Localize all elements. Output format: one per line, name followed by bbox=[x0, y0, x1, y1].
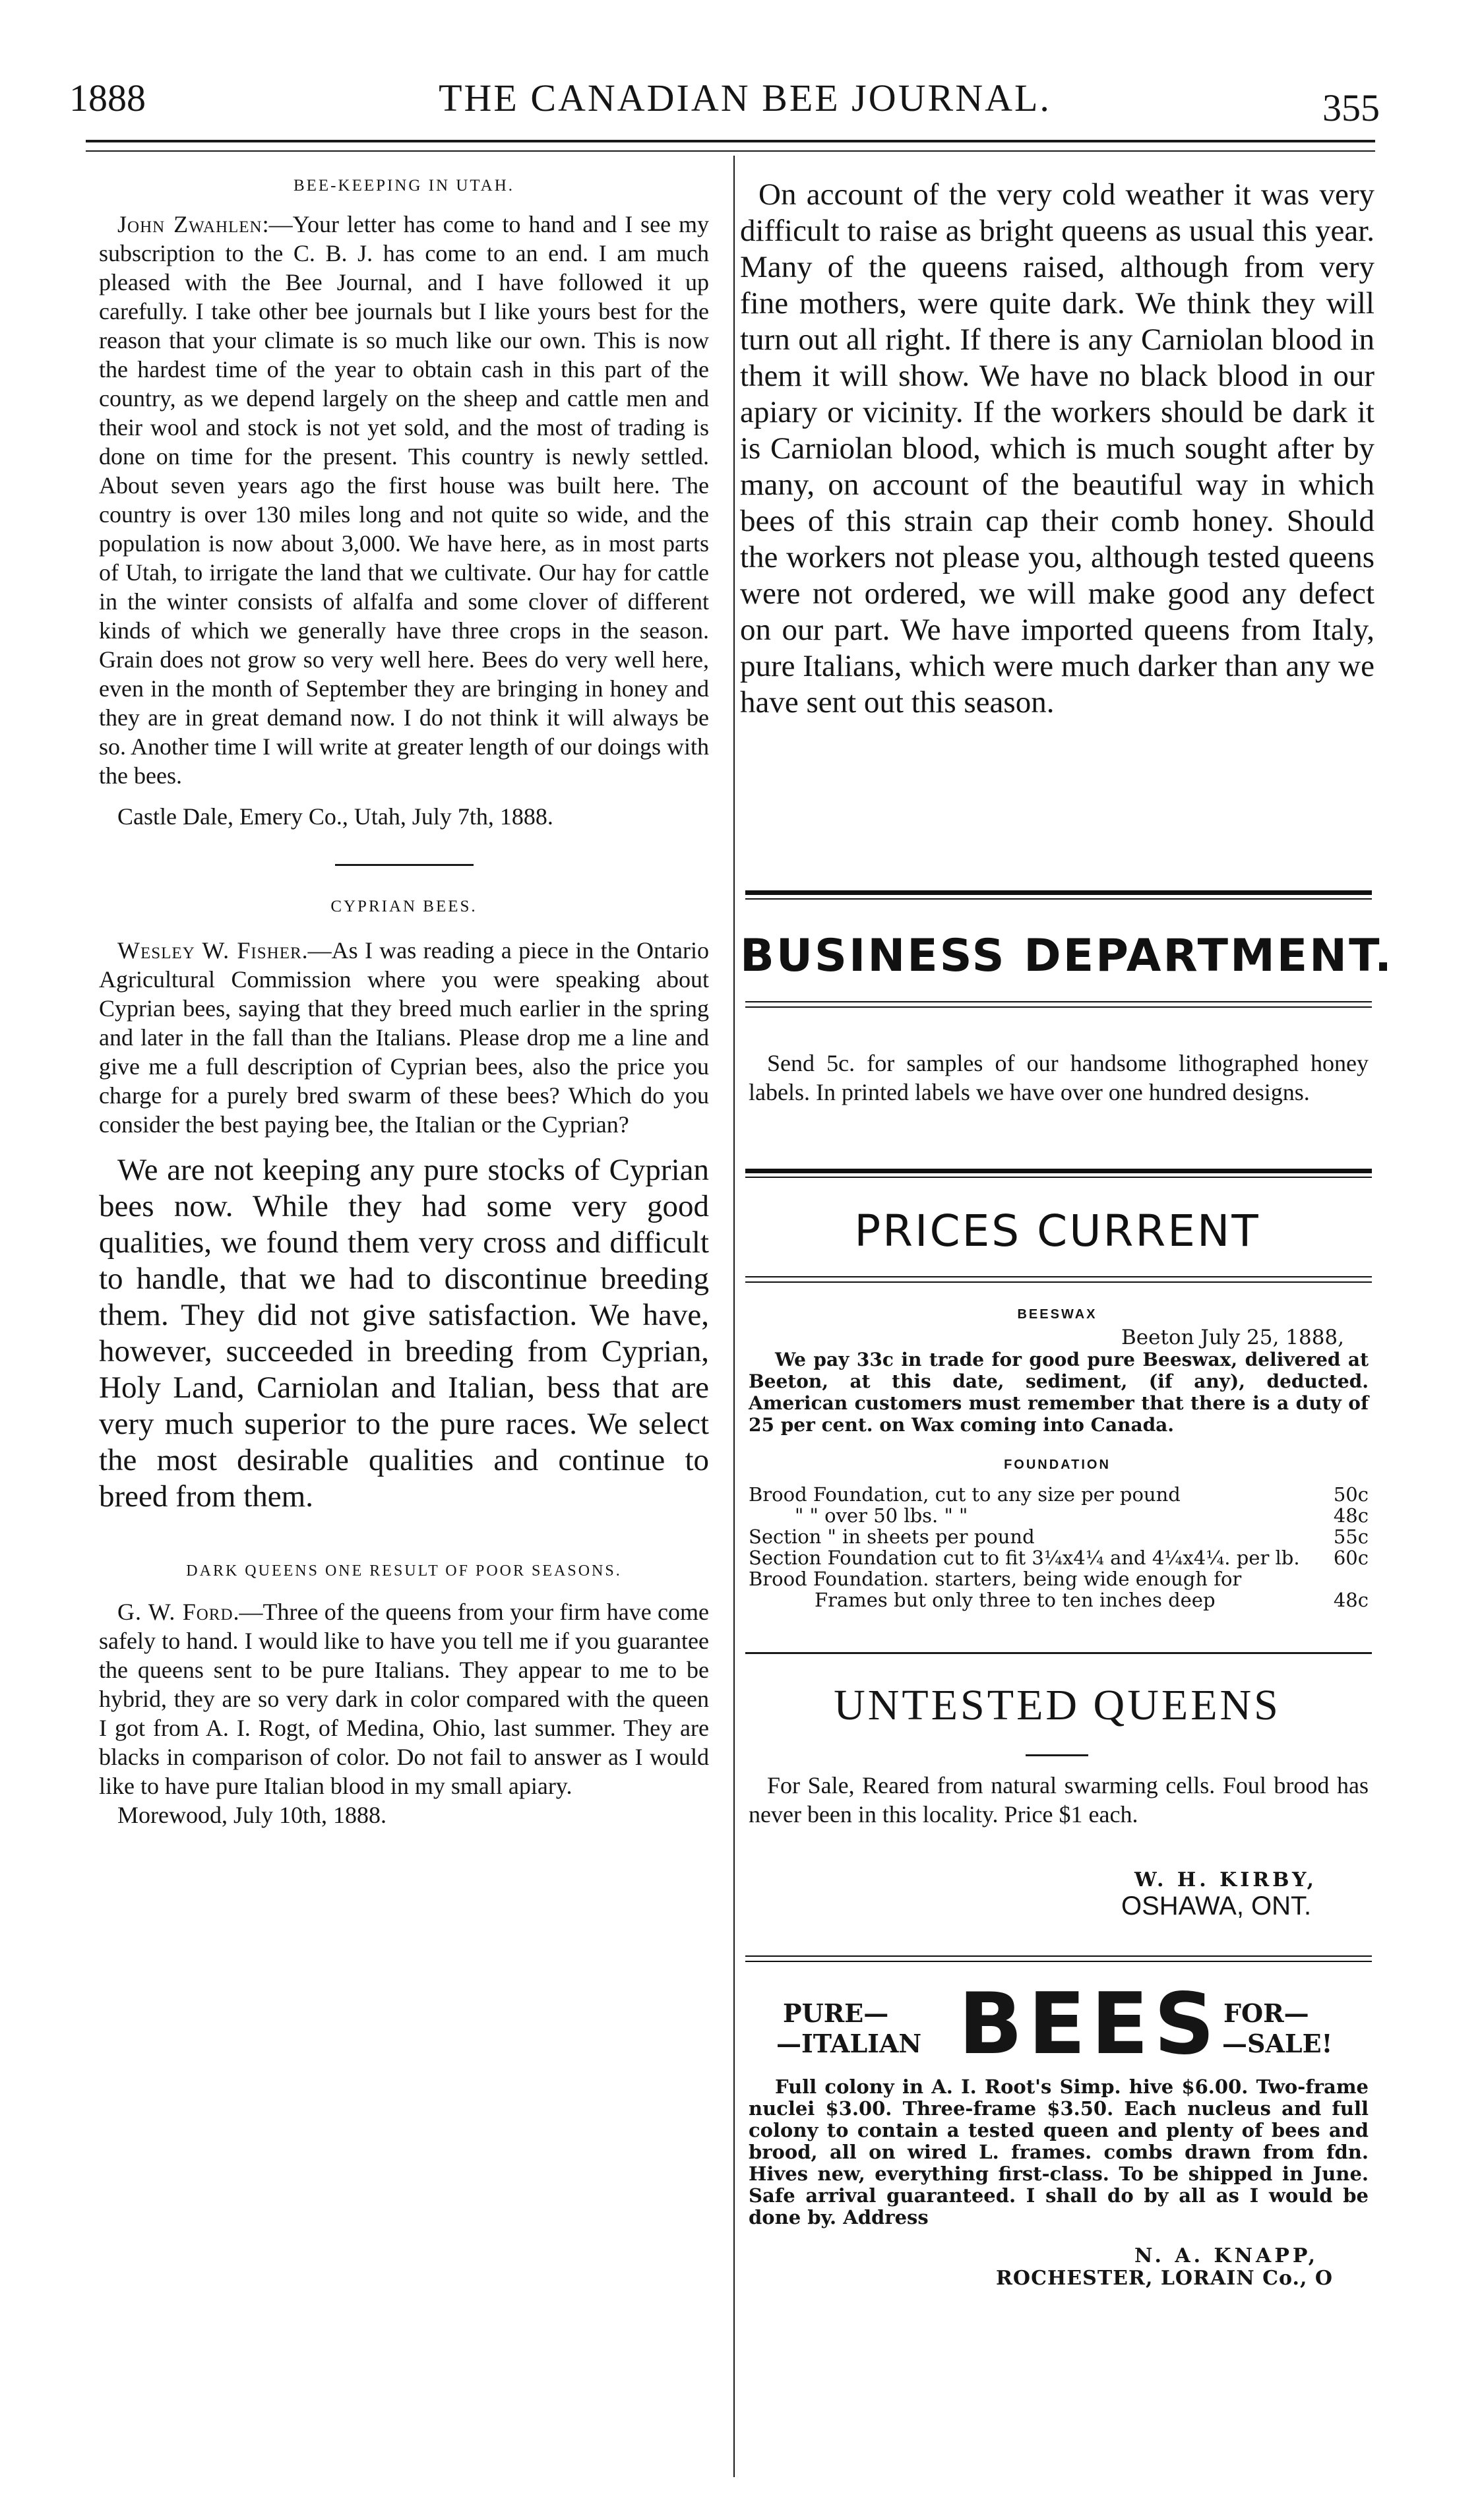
bees-ad-text: Full colony in A. I. Root's Simp. hive $6.00. Two-frame nuclei $3.00. Three-frame $3.50. Each nucleus and full colony to contain a tested queen and plenty of bees and brood, all on wired L. frames. combs drawn from fdn. Hives new, everything first-class. To be shipped in June. Safe arrival guaranteed. I shall do by all as I would be done by. Address bbox=[749, 2075, 1369, 2228]
price-item: Section Foundation cut to fit 3¼x4¼ and 4¼x4¼. per lb. bbox=[749, 1547, 1300, 1569]
double-rule bbox=[745, 1955, 1372, 1962]
beeswax-label: BEESWAX bbox=[1017, 1307, 1097, 1322]
queens-text: For Sale, Reared from natural swarming cells. Foul brood has never been in this locality. Price $1 each. bbox=[749, 1772, 1369, 1828]
article-dark-queens bbox=[99, 1597, 709, 1800]
article-utah-body: :—Your letter has come to hand and I see my subscription to the C. B. J. has come to an end. I am much pleased with the Bee Journal, and I have followed it up carefully. I take other bee journals but I like yours best for the reason that your climate is so much like our own. This is now the hardest time of the year to obtain cash in this part of the country, as we depend largely on the sheep and cattle men and their wool and stock is not yet sold, and the most of trading is done on time for the present. This country is newly settled. About seven years ago the first house was built here. The country is over 130 miles long and not quite so wide, and the population is now about 3,000. We have here, as in most parts of Utah, to irrigate the land that we cultivate. Our hay for cattle in the winter consists of alfalfa and some clover of different kinds of which we generally have three crops in the season. Grain does not grow so very well here. Bees do very well here, even in the month of September they are bringing in honey and they are in great demand now. I do not think it will always be so. Another time I will write at greater length of our doings with the bees. bbox=[99, 211, 709, 789]
double-rule bbox=[745, 1276, 1372, 1283]
article-utah bbox=[99, 210, 709, 790]
double-rule bbox=[745, 890, 1372, 900]
foundation-label: FOUNDATION bbox=[1004, 1458, 1111, 1472]
article-cyprian bbox=[99, 936, 709, 1139]
double-rule bbox=[745, 1169, 1372, 1178]
section-heading-utah: BEE-KEEPING IN UTAH. bbox=[293, 177, 515, 195]
bees-seller-name: N. A. KNAPP, bbox=[1134, 2244, 1319, 2267]
page-number: 355 bbox=[1322, 86, 1380, 129]
reply-cyprian bbox=[99, 1152, 709, 1515]
prices-heading: PRICES CURRENT bbox=[854, 1206, 1260, 1256]
reply-dark-queens: On account of the very cold weather it was very difficult to raise as bright queens as usual this year. Many of the queens raised, although from very fine mothers, were quite dark. We think they will turn out all right. If there is any Carniolan blood in them it will show. We have no black blood in our apiary or vicinity. If the workers should be dark it is Carniolan blood, which is much sought after by many, on account of the beautiful way in which bees of this strain cap their comb honey. Should the workers not please you, although tested queens were not ordered, we will make good any defect on our part. We have imported queens from Italy, pure Italians, which were much darker than any we have sent out this season. bbox=[740, 177, 1374, 720]
queens-seller-name: W. H. KIRBY, bbox=[1134, 1868, 1318, 1891]
left-column bbox=[99, 177, 709, 1829]
article-dark-body: .—Three of the queens from your firm have come safely to hand. I would like to have you tell me if you guarantee the queens sent to be pure Italians. They appear to me to be hybrid, they are so very dark in color compared with the queen I got from A. I. Rogt, of Medina, Ohio, last summer. They are blacks in comparison of color. Do not fail to answer as I would like to have pure Italian blood in my small apiary. bbox=[99, 1599, 709, 1799]
banner-pure: PURE— bbox=[783, 1998, 889, 2028]
section-heading-cyprian: CYPRIAN BEES. bbox=[330, 898, 478, 915]
prices-dateline: Beeton July 25, 1888, bbox=[1121, 1326, 1344, 1349]
queens-body bbox=[749, 1771, 1369, 1829]
reply-cyprian-text: We are not keeping any pure stocks of Cyprian bees now. While they had some very good qualities, we found them very cross and difficult to handle, that we had to discontinue breeding them. They did not give satisfaction. We have, however, succeeded in breeding from Cyprian, Holy Land, Carniolan and Italian, bess that are very much superior to the pure races. We select the most desirable qualities and continue to breed from them. bbox=[99, 1153, 709, 1514]
price-value: 55c bbox=[1333, 1525, 1369, 1548]
divider bbox=[335, 864, 474, 866]
bees-ad-banner bbox=[749, 1975, 1369, 2074]
header-year: 1888 bbox=[69, 77, 146, 119]
beeswax-text: We pay 33c in trade for good pure Beeswax, delivered at Beeton, at this date, sediment, (if any), deducted. American customers must remember that there is a duty of 25 per cent. on Wax coming into Canada. bbox=[749, 1349, 1369, 1436]
header-rule-bottom bbox=[86, 150, 1375, 152]
banner-italian: —ITALIAN bbox=[776, 2029, 922, 2058]
column-divider bbox=[733, 156, 735, 2477]
price-item: Brood Foundation, cut to any size per pound bbox=[749, 1483, 1181, 1506]
author-ford: G. W. Ford bbox=[117, 1599, 233, 1625]
divider bbox=[745, 1652, 1372, 1654]
queens-heading: UNTESTED QUEENS bbox=[834, 1681, 1281, 1729]
business-heading: BUSINESS DEPARTMENT. bbox=[740, 930, 1394, 982]
signoff-dark: Morewood, July 10th, 1888. bbox=[117, 1802, 386, 1828]
banner-bees: BEES bbox=[958, 1975, 1220, 2074]
section-heading-dark-queens: DARK QUEENS ONE RESULT OF POOR SEASONS. bbox=[186, 1562, 622, 1580]
banner-sale: —SALE! bbox=[1222, 2029, 1333, 2058]
price-value: 48c bbox=[1333, 1589, 1369, 1611]
right-column-reply bbox=[740, 177, 1374, 721]
price-row bbox=[749, 1526, 1369, 1547]
divider bbox=[1026, 1754, 1088, 1756]
price-item: " " over 50 lbs. " " bbox=[795, 1504, 968, 1527]
author-zwahlen: John Zwahlen bbox=[117, 211, 262, 237]
signoff-utah: Castle Dale, Emery Co., Utah, July 7th, 1888. bbox=[117, 803, 553, 830]
price-value: 48c bbox=[1333, 1504, 1369, 1527]
price-item: Section " in sheets per pound bbox=[749, 1525, 1035, 1548]
price-row bbox=[749, 1547, 1369, 1568]
author-fisher: Wesley W. Fisher bbox=[117, 937, 302, 964]
double-rule bbox=[745, 1001, 1372, 1008]
journal-title: THE CANADIAN BEE JOURNAL. bbox=[439, 77, 1051, 119]
business-body bbox=[749, 1049, 1369, 1107]
price-item: Brood Foundation. starters, being wide enough for bbox=[749, 1568, 1242, 1590]
banner-for: FOR— bbox=[1223, 1998, 1309, 2028]
bees-seller-place: ROCHESTER, LORAIN Co., O bbox=[996, 2267, 1333, 2290]
header-rule-top bbox=[86, 140, 1375, 142]
queens-seller-place: OSHAWA, ONT. bbox=[1121, 1891, 1312, 1921]
price-row bbox=[749, 1484, 1369, 1505]
business-text: Send 5c. for samples of our handsome lithographed honey labels. In printed labels we have over one hundred designs. bbox=[749, 1050, 1369, 1105]
price-value: 60c bbox=[1333, 1547, 1369, 1569]
price-row bbox=[749, 1568, 1369, 1589]
price-row bbox=[749, 1589, 1369, 1611]
article-cyprian-body: .—As I was reading a piece in the Ontario Agricultural Commission where you were speaking about Cyprian bees, saying that they breed much earlier in the spring and later in the fall than the Italians. Please drop me a line and give me a full description of Cyprian bees, also the price you charge for a purely bred swarm of these bees? Which do you consider the best paying bee, the Italian or the Cyprian? bbox=[99, 937, 710, 1138]
price-value: 50c bbox=[1333, 1483, 1369, 1506]
price-item: Frames but only three to ten inches deep bbox=[815, 1589, 1216, 1611]
price-row bbox=[749, 1505, 1369, 1526]
